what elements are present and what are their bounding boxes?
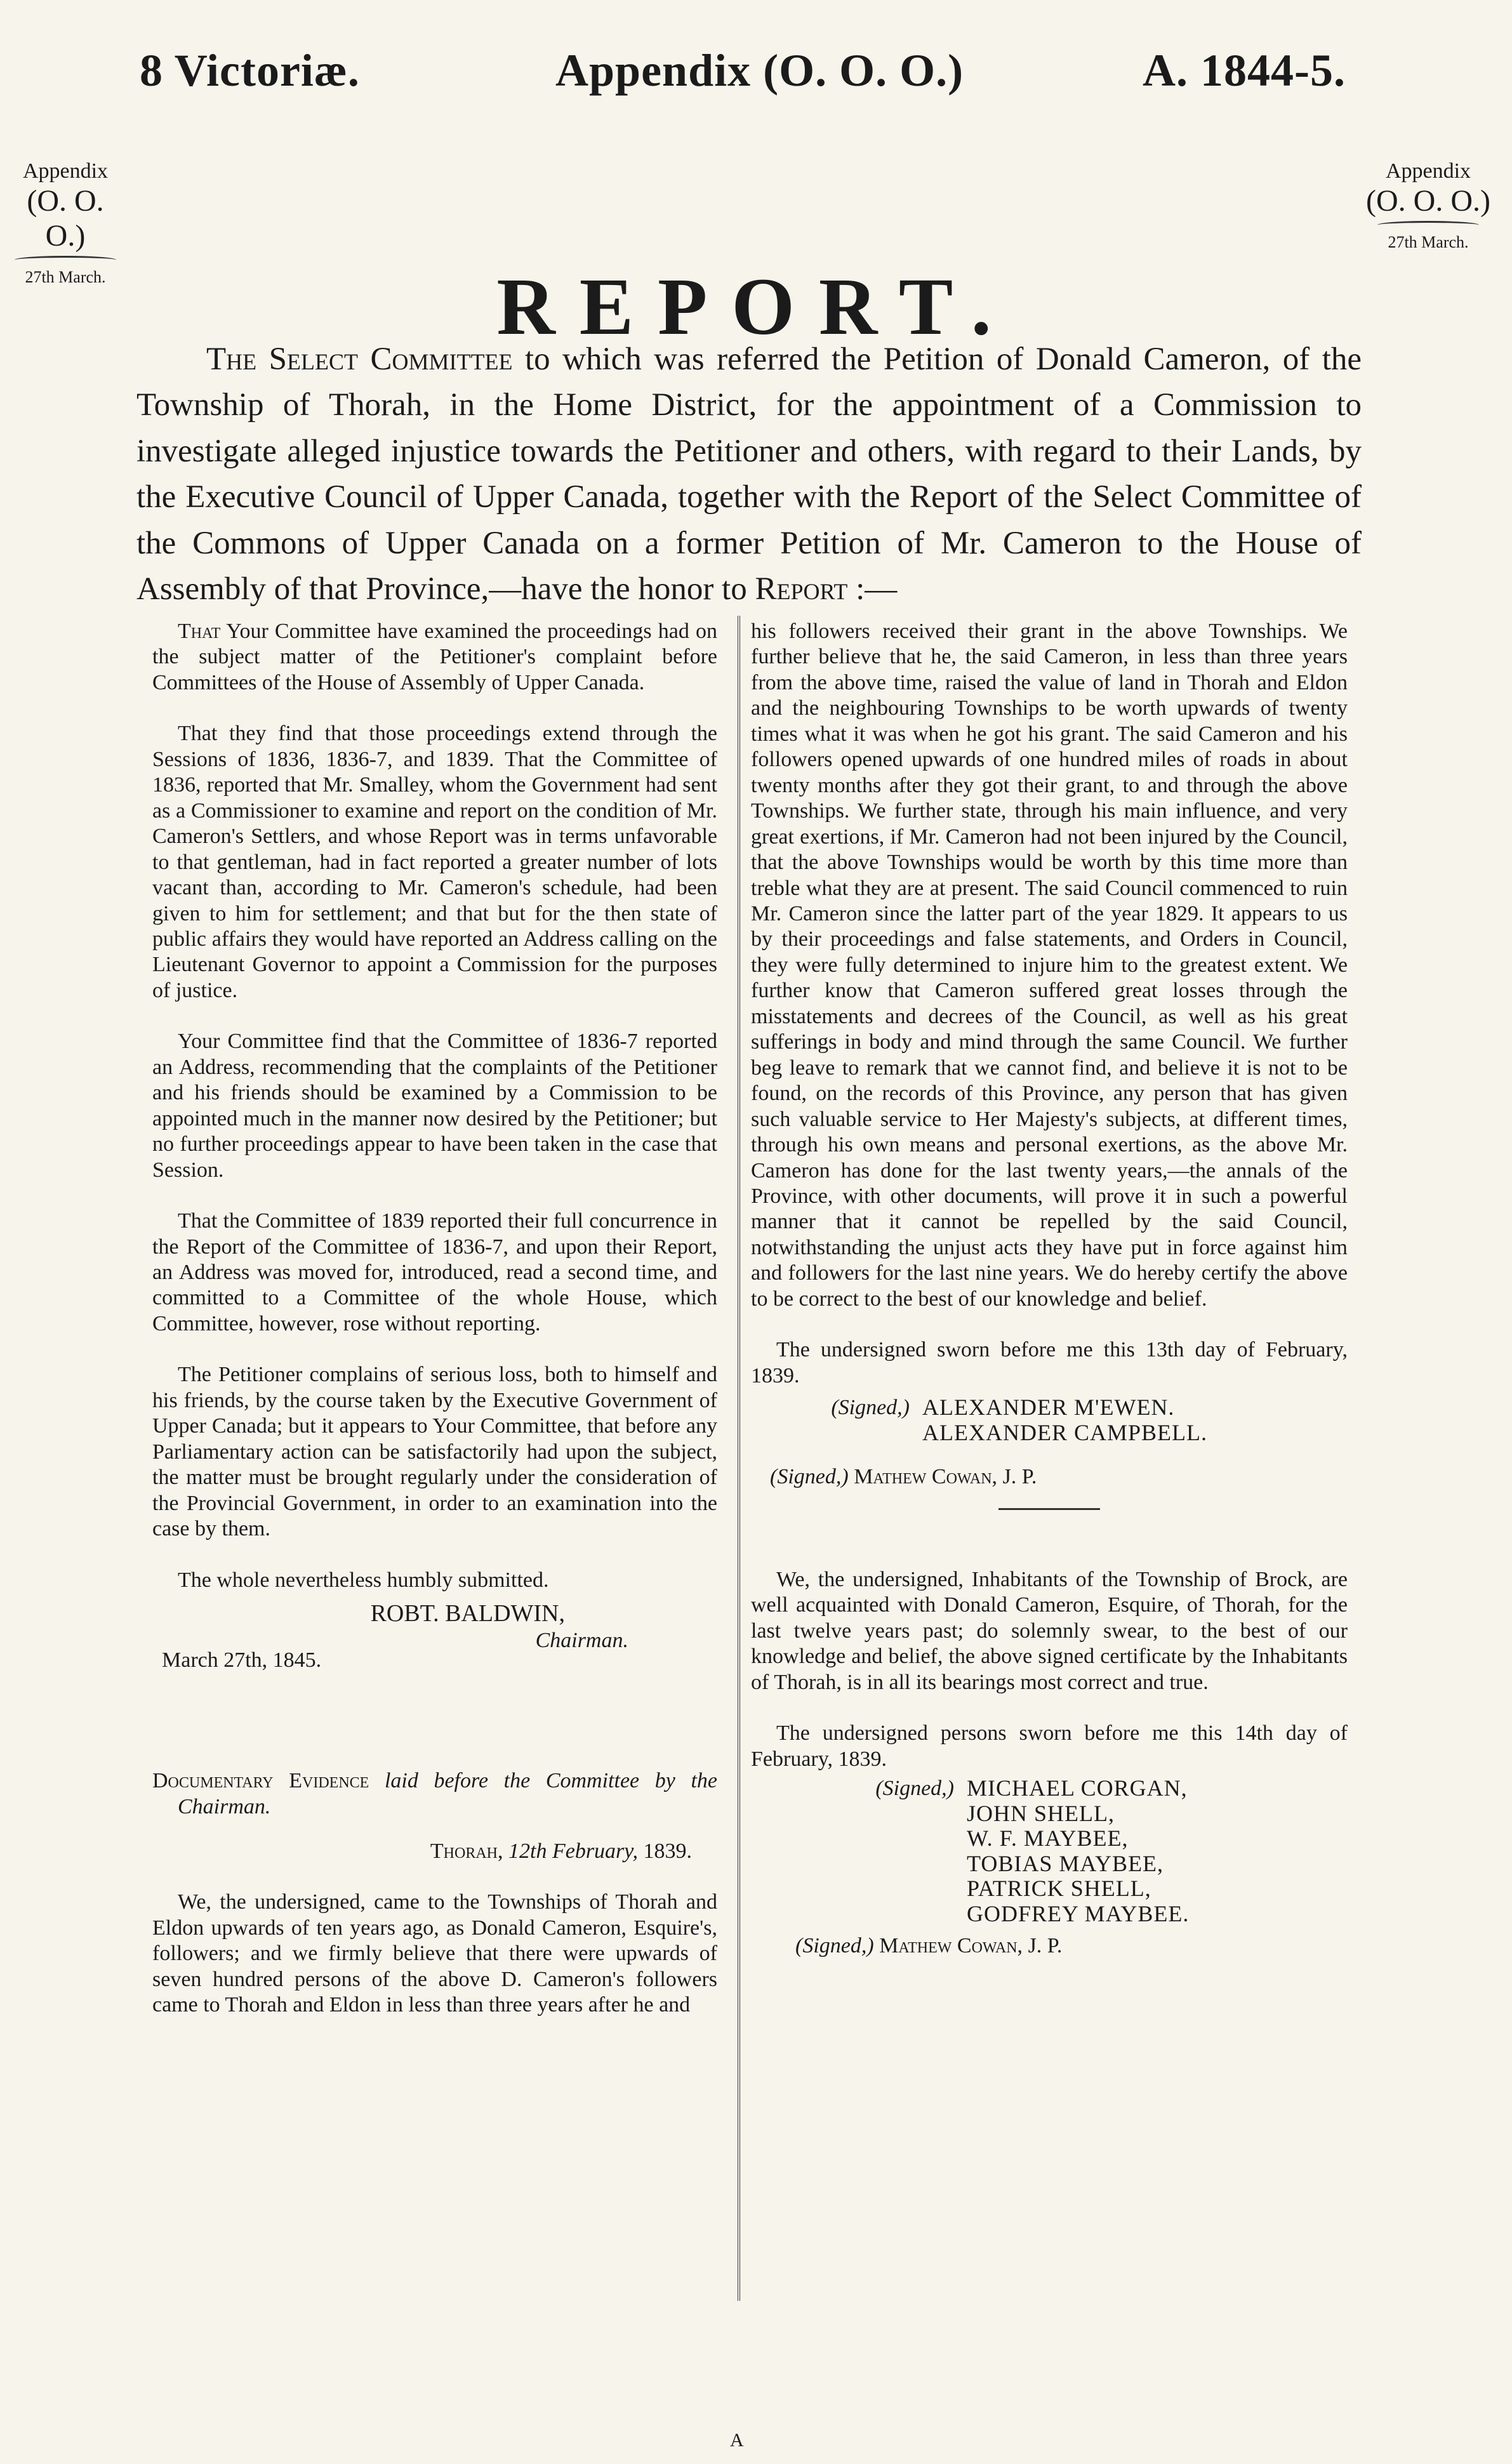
signatures-block <box>751 1395 1348 1445</box>
signer-name: JOHN SHELL, <box>967 1800 1115 1826</box>
jp-name: Mathew Cowan, <box>879 1933 1023 1957</box>
intro-paragraph <box>136 336 1362 612</box>
place: Thorah, <box>430 1839 503 1863</box>
paragraph: The whole nevertheless humbly submitted. <box>178 1568 549 1592</box>
doc-rest: laid before the Committee by the Chairman. <box>178 1769 717 1818</box>
column-divider <box>738 616 740 2301</box>
appendix-header: Appendix (O. O. O.) <box>555 45 964 96</box>
section-rule <box>998 1508 1100 1510</box>
year-header: A. 1844-5. <box>1143 45 1346 96</box>
margin-date: 27th March. <box>25 268 106 287</box>
left-column <box>152 619 717 2044</box>
paragraph: We, the undersigned, Inhabitants of the Township of Brock, are well acquainted with Donald Cameron, Esquire, of Thorah, for the last twelve years past; do solemnly swear, to the best of our knowledge and belief, the above signed certificate by the Inhabitants of Thorah, is in all its bearings most correct and true. <box>751 1567 1348 1694</box>
paragraph: Your Committee find that the Committee of 1836-7 reported an Address, recommending that the complaints of the Petitioner and his friends should be examined by a Commission to be appointed much in the manner now desired by the Petitioner; but no further proceedings appear to have been taken in the case that Session. <box>152 1030 717 1182</box>
signatures-block <box>751 1776 1348 1927</box>
doc-lead: Documentary Evidence <box>152 1769 369 1793</box>
signature-names <box>922 1395 1207 1445</box>
signed-label: (Signed,) <box>770 1465 849 1489</box>
margin-note-right <box>1365 159 1492 252</box>
jp-signature <box>751 1464 1348 1490</box>
signer-name: ALEXANDER M'EWEN. <box>922 1394 1175 1421</box>
jp-title: J. P. <box>1023 1933 1063 1957</box>
signer-name: W. F. MAYBEE, <box>967 1825 1129 1851</box>
jp-signature <box>751 1933 1348 1959</box>
margin-rule <box>1377 221 1479 229</box>
paragraph: his followers received their grant in the above Townships. We further believe that he, the said Cameron, in less than three years from the above time, raised the value of land in Thorah and Eldon and the neighbouring Townships to be worth upwards of twenty times what it was when he got his grant. The said Cameron and his followers opened upwards of one hundred miles of roads in about twenty months after they got their grant, to and through the above Townships. We further state, through his main influence, and very great exertions, if Mr. Cameron had not been injured by the Council, that the above Townships would be worth by this time more than treble what they are at present. The said Council commenced to ruin Mr. Cameron since the latter part of the year 1829. It appears to us by their proceedings and false statements, and Orders in Council, they were fully determined to injure him to the greatest extent. We further know that Cameron suffered great losses through the misstatements and decrees of the Council, as well as his great sufferings in body and mind through the same Council. We further beg leave to remark that we cannot find, and believe it is not to be found, on the records of this Province, any person that has given such valuable service to Her Majesty's subjects, at different times, through his own means and personal exertions, as the above Mr. Cameron has done for the last twenty years,—the annals of the Province, with other documents, will prove it in such a powerful manner that it cannot be repelled by the said Council, notwithstanding the unjust acts they have put in force against him and followers for the last nine years. We do hereby certify the above to be correct to the best of our knowledge and belief. <box>751 619 1348 1311</box>
paragraph: The Petitioner complains of serious loss, both to himself and his friends, by the course taken by the Executive Government of Upper Canada; but it appears to Your Committee, that before any Parliamentary action can be satisfactorily had upon the subject, the matter must be brought regularly under the consideration of the Provincial Government, in order to an examination into the case by them. <box>152 1363 717 1541</box>
intro-report-word: Report <box>755 571 848 607</box>
intro-body: to which was referred the Petition of Donald Cameron, of the Township of Thorah, in the Home District, for the appointment of a Commission to investigate alleged injustice towards the Petitioner and others, with regard to their Lands, by the Executive Council of Upper Canada, together with the Report of the Select Committee of the Commons of Upper Canada on a former Petition of Mr. Cameron to the House of Assembly of that Province,—have the honor to <box>136 341 1362 607</box>
volume-header: 8 Victoriæ. <box>140 45 360 96</box>
report-date: March 27th, 1845. <box>162 1648 322 1672</box>
sworn-statement: The undersigned sworn before me this 13th day of February, 1839. <box>751 1338 1348 1388</box>
margin-code: (O. O. O.) <box>1366 184 1490 218</box>
paragraph <box>152 619 717 696</box>
paragraph-text: Your Committee have examined the proceedings had on the subject matter of the Petitioner's complaint before Committees of the House of Assembly of Upper Canada. <box>152 619 717 694</box>
margin-label: Appendix <box>1385 159 1471 183</box>
jp-name: Mathew Cowan, <box>854 1465 998 1489</box>
place-date: 12th February, <box>503 1839 638 1863</box>
signature-mark: A <box>730 2430 744 2451</box>
signer-name: GODFREY MAYBEE. <box>967 1900 1190 1926</box>
signer-name: PATRICK SHELL, <box>967 1876 1151 1902</box>
place-year: 1839. <box>638 1839 692 1863</box>
right-column <box>751 619 1348 1959</box>
signer-name: TOBIAS MAYBEE, <box>967 1850 1164 1876</box>
signature-names <box>967 1776 1189 1927</box>
signed-label: (Signed,) <box>795 1933 874 1957</box>
jp-title: J. P. <box>997 1465 1037 1489</box>
margin-date: 27th March. <box>1388 233 1469 252</box>
intro-lead: The Select Committee <box>206 341 513 377</box>
signer-name: MICHAEL CORGAN, <box>967 1775 1188 1801</box>
chairman-title: Chairman. <box>535 1629 628 1653</box>
place-date-line <box>152 1839 717 1864</box>
documentary-evidence-heading <box>152 1768 717 1820</box>
intro-tail: :— <box>847 571 898 607</box>
paragraph: That the Committee of 1839 reported their full concurrence in the Report of the Committee of 1836-7, and upon their Report, an Address was moved for, introduced, read a second time, and committed to a Committee of the whole House, which Committee, however, rose without reporting. <box>152 1209 717 1335</box>
paragraph: We, the undersigned, came to the Townships of Thorah and Eldon upwards of ten years ago, as Donald Cameron, Esquire's, followers; and we firmly believe that there were upwards of seven hundred persons of the above D. Cameron's followers came to Thorah and Eldon in less than three years after he and <box>152 1890 717 2017</box>
chairman-name: ROBT. BALDWIN, <box>370 1600 565 1627</box>
margin-label: Appendix <box>22 159 109 183</box>
paragraph-lead: That <box>178 619 221 643</box>
paragraph: That they find that those proceedings extend through the Sessions of 1836, 1836-7, and 1839. That the Committee of 1836, reported that Mr. Smalley, whom the Government had sent as a Commissioner to examine and report on the condition of Mr. Cameron's Settlers, and whose Report was in terms unfavorable to that gentleman, had in fact reported a greater number of lots vacant than, according to Mr. Cameron's schedule, had been given to him for settlement; and that but for the then state of public affairs they would have reported an Address calling on the Lieutenant Governor to appoint a Commission for the purposes of justice. <box>152 722 717 1002</box>
signed-label: (Signed,) <box>875 1776 954 1800</box>
report-title: REPORT. <box>496 262 1016 352</box>
signed-label: (Signed,) <box>831 1396 910 1420</box>
sworn-statement: The undersigned persons sworn before me this 14th day of February, 1839. <box>751 1721 1348 1771</box>
signer-name: ALEXANDER CAMPBELL. <box>922 1419 1207 1445</box>
margin-code: (O. O. O.) <box>27 184 104 253</box>
